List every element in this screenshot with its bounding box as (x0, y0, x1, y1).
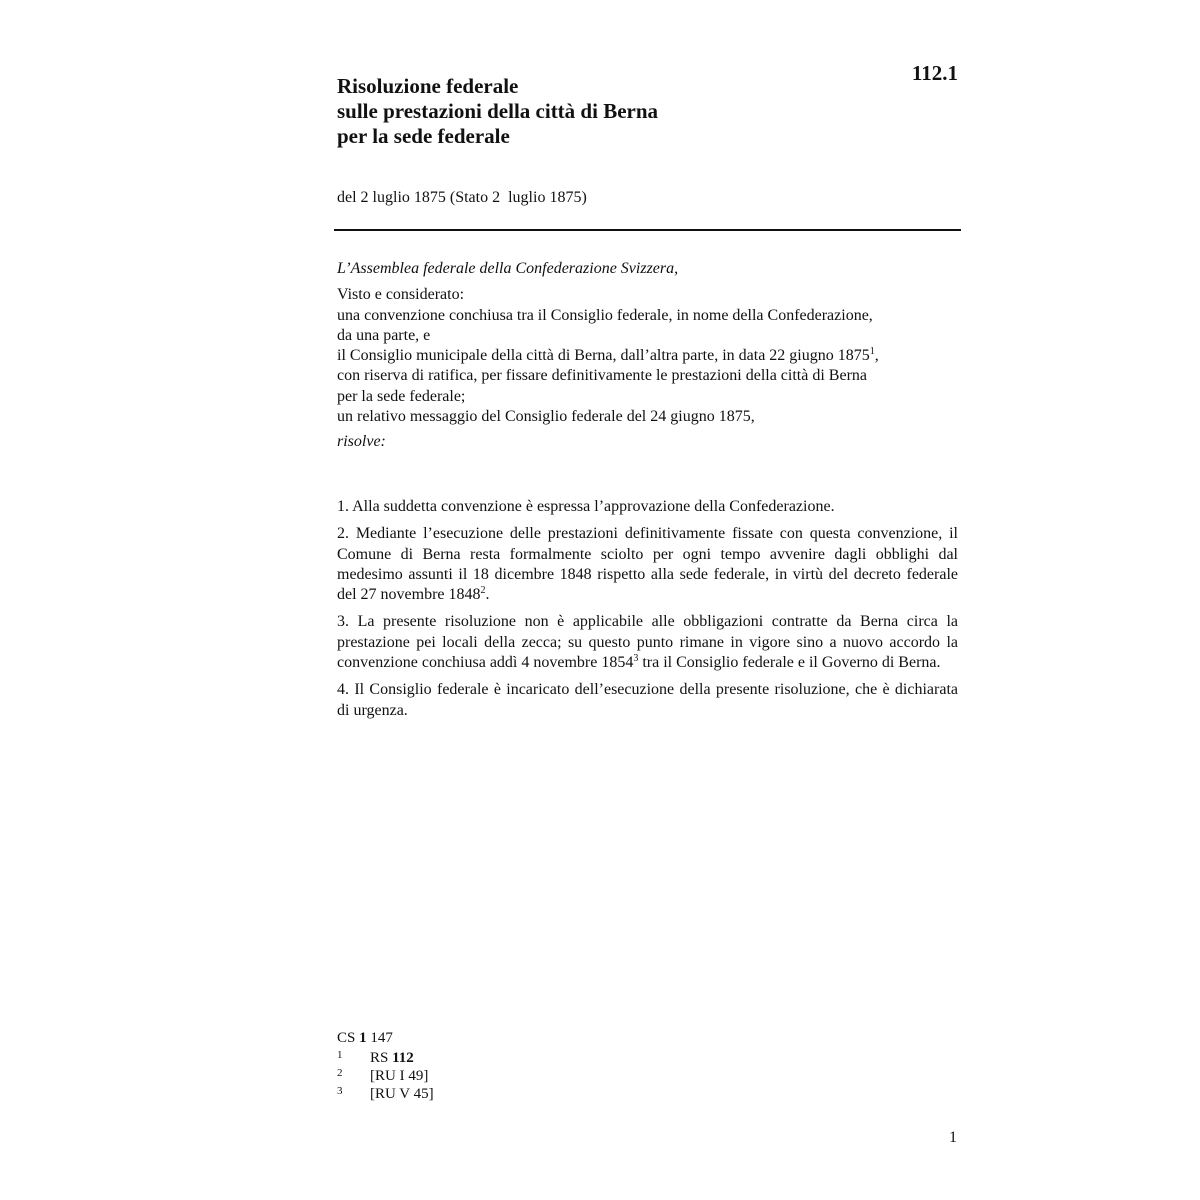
source-prefix: CS (337, 1030, 360, 1046)
preamble-line: da una parte, e (337, 326, 431, 344)
footnote-number: 1 (337, 1049, 343, 1061)
article-text: 2. Mediante l’esecuzione delle prestazioni definitivamente fissate con questa convenzione, il Comune di Berna resta formalmente sciolto per ogni tempo avvenire dagli obblighi dal medesimo assunti il 18 dicembre 1848 rispetto alla sede federale, in virtù del decreto federale del 27 novembre 1848 (337, 525, 958, 604)
footnote (337, 1068, 737, 1086)
page-number: 1 (949, 1129, 957, 1146)
footnote (337, 1050, 737, 1068)
source-volume: 1 (359, 1030, 367, 1046)
article-4: 4. Il Consiglio federale è incaricato dell’esecuzione della presente risoluzione, che è dichiarata di urgenza. (337, 681, 958, 719)
title-line: sulle prestazioni della città di Berna (337, 99, 659, 123)
article-text: tra il Consiglio federale e il Governo di Berna. (638, 654, 941, 672)
header-divider (334, 229, 961, 231)
article-text: . (485, 586, 490, 604)
footnote-text: [RU I 49] (370, 1068, 429, 1084)
preamble-line: un relativo messaggio del Consiglio federale del 24 giugno 1875, (337, 408, 755, 426)
preamble-line: per la sede federale; (337, 387, 466, 405)
title-line: per la sede federale (337, 124, 510, 148)
document-title (337, 74, 857, 149)
title-line: Risoluzione federale (337, 74, 519, 98)
articles (337, 497, 958, 728)
footnote-ref[interactable]: 1 (869, 346, 875, 358)
preamble-text: , (874, 347, 879, 365)
preamble-text: il Consiglio municipale della città di Berna, dall’altra parte, in data 22 giugno 1875 (337, 347, 870, 365)
footnote-text: [RU V 45] (370, 1086, 434, 1102)
article-2 (337, 524, 958, 605)
preamble-line: con riserva di ratifica, per fissare definitivamente le prestazioni della città di Berna (337, 367, 867, 385)
preamble (337, 259, 959, 453)
date-status-line: del 2 luglio 1875 (Stato 2 luglio 1875) (337, 189, 587, 206)
article-text: 3. La presente risoluzione non è applicabile alle obbligazioni contratte da Berna circa la prestazione pei locali della zecca; su questo punto rimane in vigore sino a nuovo accordo la convenzione conchiusa addì 4 novembre 1854 (337, 613, 958, 672)
footnote-prefix: RS (370, 1050, 393, 1066)
article-3 (337, 612, 958, 673)
footnotes (337, 1030, 737, 1104)
preamble-line: Visto e considerato: (337, 286, 465, 304)
preamble-line: una convenzione conchiusa tra il Consiglio federale, in nome della Confederazione, (337, 306, 873, 324)
footnote-text (370, 1050, 414, 1067)
source-reference (337, 1030, 737, 1047)
source-page: 147 (366, 1030, 393, 1046)
article-1: 1. Alla suddetta convenzione è espressa l’approvazione della Confederazione. (337, 498, 835, 515)
footnote-number: 3 (337, 1085, 343, 1097)
preamble-line (337, 346, 959, 366)
resolves-label: risolve: (337, 433, 386, 451)
footnote-ref[interactable]: 2 (480, 585, 486, 597)
footnote-number: 2 (337, 1067, 343, 1079)
issuing-authority: L’Assemblea federale della Confederazione Svizzera, (337, 260, 679, 277)
footnote-ref[interactable]: 3 (633, 653, 639, 665)
footnote-bold: 112 (392, 1050, 414, 1066)
footnote (337, 1086, 737, 1104)
sr-number: 112.1 (911, 61, 958, 85)
